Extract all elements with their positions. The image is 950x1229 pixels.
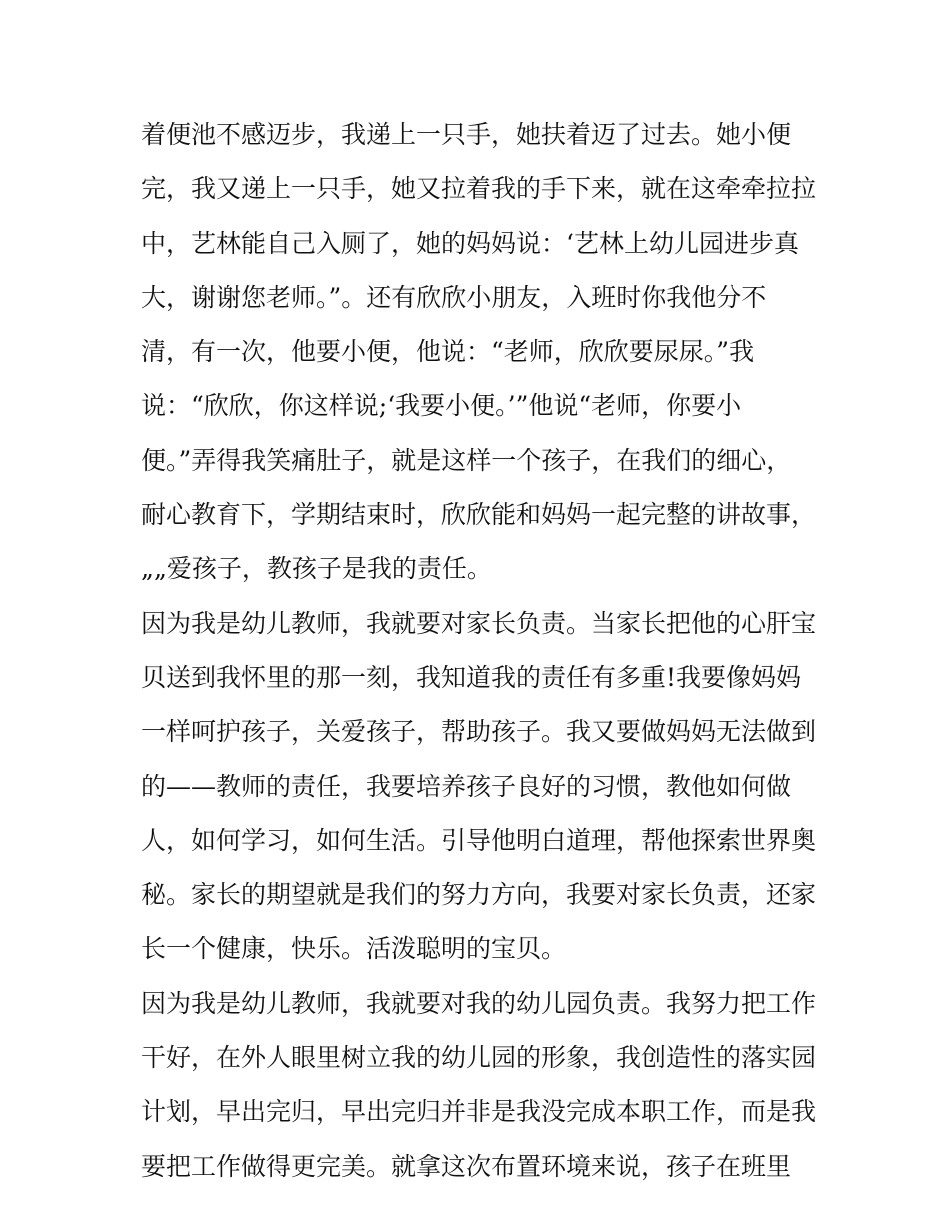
text-line: 要把工作做得更完美。就拿这次布置环境来说，孩子在班里 (141, 1151, 792, 1181)
text-line: 便。”弄得我笑痛肚子，就是这样一个孩子，在我们的细心， (141, 445, 792, 475)
text-line: 计划，早出完归，早出完归并非是我没完成本职工作，而是我 (141, 1097, 817, 1127)
text-line: 秘。家长的期望就是我们的努力方向，我要对家长负责，还家 (141, 880, 817, 910)
text-line: 的——教师的责任，我要培养孩子良好的习惯，教他如何做 (141, 771, 792, 801)
text-line: „„爱孩子，教孩子是我的责任。 (141, 554, 492, 584)
text-line: 着便池不感迈步，我递上一只手，她扶着迈了过去。她小便 (141, 120, 792, 149)
text-line: 人，如何学习，如何生活。引导他明白道理，帮他探索世界奥 (141, 825, 817, 855)
text-line: 因为我是幼儿教师，我就要对我的幼儿园负责。我努力把工作 (141, 988, 817, 1018)
text-line: 干好，在外人眼里树立我的幼儿园的形象，我创造性的落实园 (141, 1043, 817, 1073)
text-line: 中，艺林能自己入厕了，她的妈妈说：‘艺林上幼儿园进步真 (141, 228, 799, 258)
text-line: 清，有一次，他要小便，他说：“老师，欣欣要尿尿。”我 (141, 337, 755, 367)
text-line: 因为我是幼儿教师，我就要对家长负责。当家长把他的心肝宝 (141, 608, 817, 638)
text-line: 完，我又递上一只手，她又拉着我的手下来，就在这牵牵拉拉 (141, 174, 817, 204)
text-line: 长一个健康，快乐。活泼聪明的宝贝。 (141, 934, 567, 964)
text-line: 贝送到我怀里的那一刻，我知道我的责任有多重!我要像妈妈 (141, 662, 802, 692)
body-text (141, 108, 821, 1194)
text-line: 大，谢谢您老师。”。还有欣欣小朋友，入班时你我他分不 (141, 282, 767, 312)
text-line: 耐心教育下，学期结束时，欣欣能和妈妈一起完整的讲故事， (141, 500, 817, 530)
text-line: 说：“欣欣，你这样说;‘我要小便。’”他说“老师，你要小 (141, 391, 742, 421)
text-line: 一样呵护孩子，关爱孩子，帮助孩子。我又要做妈妈无法做到 (141, 717, 817, 747)
